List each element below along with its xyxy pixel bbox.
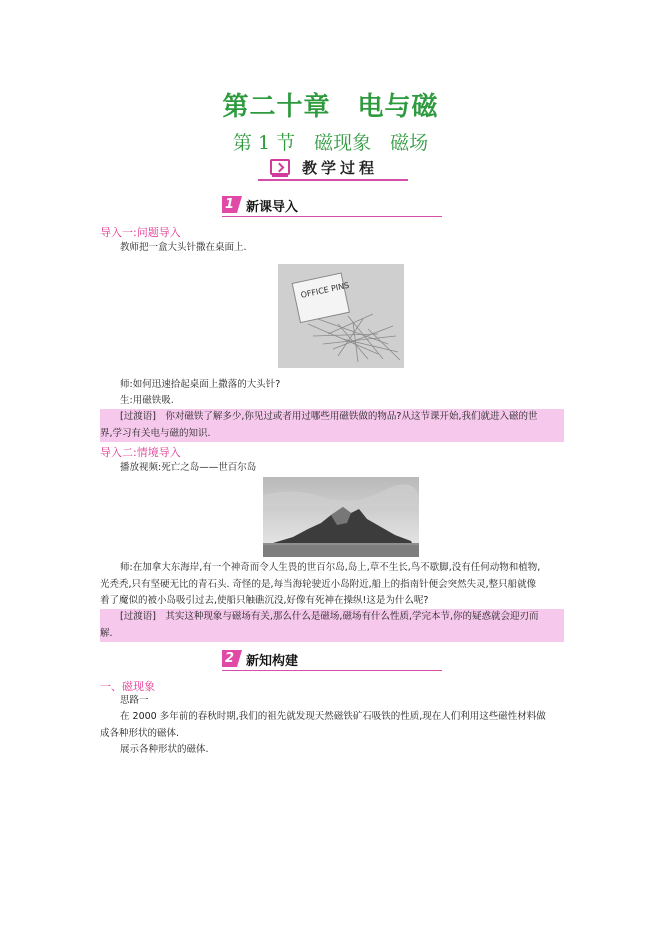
transition-box: [100, 409, 564, 442]
island-photo: [263, 477, 419, 557]
transition-line: [过渡语] 你对磁铁了解多少,你见过或者用过哪些用磁铁做的物品?从这节课开始,我们就进入磁的世: [120, 411, 538, 422]
section-number: 2: [222, 650, 237, 667]
story-line: 着了魔似的被小岛吸引过去,使船只触礁沉没,好像有死神在操纵!这是为什么呢?: [100, 595, 429, 606]
paragraph: 展示各种形状的磁体.: [120, 744, 209, 755]
section-header-2: [222, 649, 442, 671]
intro1-heading: 导入一:问题导入: [100, 226, 181, 239]
divider: [222, 670, 442, 671]
story-line: 师:在加拿大东海岸,有一个神奇而令人生畏的世百尔岛,岛上,草不生长,鸟不歇脚,没有任何动物和植物,: [120, 562, 541, 573]
transition-box: [100, 609, 564, 642]
transition-line: 解.: [100, 627, 113, 639]
section-title: 新知构建: [246, 654, 299, 669]
island-illustration: [263, 477, 419, 557]
story-paragraph: [100, 560, 564, 610]
divider: [222, 216, 442, 217]
section-subtitle: 第 1 节 磁现象 磁场: [232, 132, 429, 154]
process-label: 教学过程: [302, 159, 379, 177]
paragraph: 教师把一盒大头针撒在桌面上.: [120, 242, 247, 253]
paragraph: [100, 709, 564, 742]
pins-illustration: [278, 264, 404, 368]
box-label: OFFICE PINS: [299, 280, 350, 300]
paragraph: 生:用磁铁吸.: [120, 395, 174, 406]
monitor-stand: [272, 175, 288, 177]
teaching-process-banner: [258, 155, 408, 181]
paragraph: 思路一: [120, 695, 149, 706]
paragraph: 师:如何迅速拾起桌面上撒落的大头针?: [120, 379, 281, 390]
paragraph-line: 成各种形状的磁体.: [100, 727, 180, 739]
story-line: 光秃秃,只有坚硬无比的青石头. 奇怪的是,每当海轮驶近小岛附近,船上的指南针便会突然失灵,整只船就像: [100, 578, 537, 590]
section-title: 新课导入: [246, 200, 299, 215]
paragraph: 播放视频:死亡之岛——世百尔岛: [120, 462, 257, 473]
monitor-icon: [270, 159, 290, 175]
office-pins-photo: [278, 264, 404, 368]
section-number: 1: [222, 196, 237, 213]
transition-line: 界,学习有关电与磁的知识.: [100, 427, 211, 439]
intro2-heading: 导入二:情境导入: [100, 446, 181, 459]
transition-line: [过渡语] 其实这种现象与磁场有关,那么什么是磁场,磁场有什么性质,学完本节,你的疑惑就会迎刃而: [120, 611, 539, 622]
section-header-1: [222, 195, 442, 217]
part1-heading: 一、磁现象: [100, 680, 155, 693]
divider: [258, 179, 408, 181]
chapter-title: 第二十章 电与磁: [222, 92, 439, 122]
paragraph-line: 在 2000 多年前的春秋时期,我们的祖先就发现天然磁铁矿石吸铁的性质,现在人们利用这些磁性材料做: [120, 711, 546, 722]
